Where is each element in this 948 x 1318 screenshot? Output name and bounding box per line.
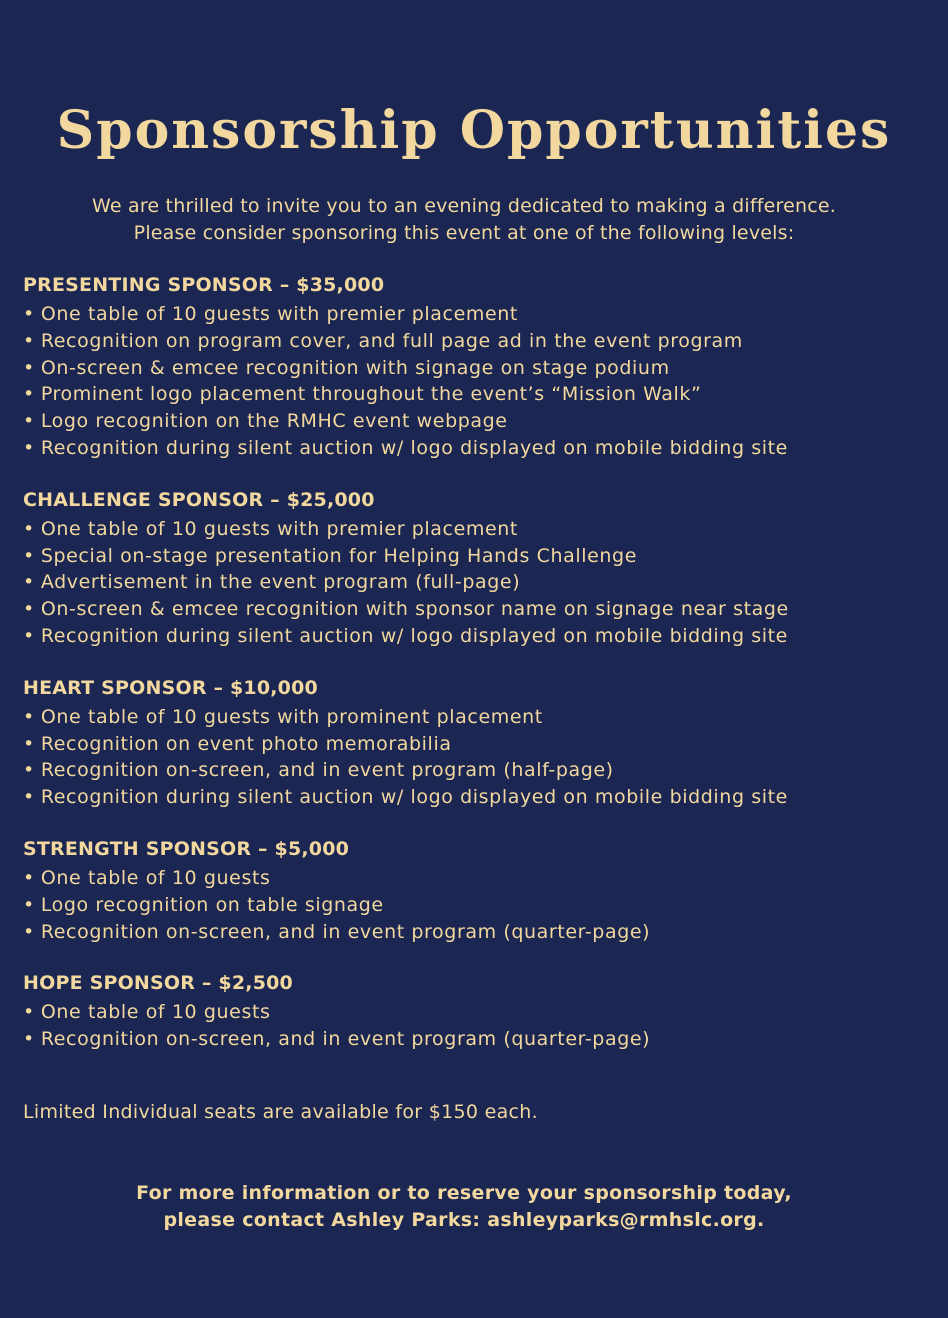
bullet-icon: • — [23, 1001, 35, 1024]
benefit-item — [23, 731, 933, 758]
benefit-item — [23, 408, 933, 435]
benefit-item — [23, 623, 933, 650]
benefit-item — [23, 543, 933, 570]
tier-benefits-list — [23, 516, 933, 650]
benefit-text: Recognition during silent auction w/ logo displayed on mobile bidding site — [40, 624, 788, 647]
benefit-item — [23, 355, 933, 382]
benefit-item — [23, 328, 933, 355]
tier-heading: PRESENTING SPONSOR – $35,000 — [23, 274, 385, 296]
benefit-text: Recognition during silent auction w/ logo displayed on mobile bidding site — [40, 436, 788, 459]
benefit-text: Special on-stage presentation for Helping Hands Challenge — [40, 544, 637, 567]
bullet-icon: • — [23, 732, 35, 755]
bullet-icon: • — [23, 571, 35, 594]
bullet-icon: • — [23, 598, 35, 621]
contact-line-1: For more information or to reserve your sponsorship today, — [136, 1182, 792, 1204]
sponsor-tier — [23, 835, 933, 945]
benefit-text: One table of 10 guests with premier placement — [40, 303, 518, 325]
bullet-icon: • — [23, 356, 35, 379]
bullet-icon: • — [23, 786, 35, 809]
bullet-icon: • — [23, 303, 35, 325]
tier-benefits-list — [23, 999, 933, 1053]
benefit-item — [23, 301, 933, 328]
benefit-item — [23, 865, 933, 892]
bullet-icon: • — [23, 1028, 35, 1051]
benefit-item — [23, 516, 933, 543]
benefit-text: On-screen & emcee recognition with signage on stage podium — [40, 356, 670, 379]
page-title: Sponsorship Opportunities — [56, 100, 892, 161]
bullet-icon: • — [23, 624, 35, 647]
bullet-icon: • — [23, 544, 35, 567]
bullet-icon: • — [23, 410, 35, 433]
tier-benefits-list — [23, 865, 933, 945]
bullet-icon: • — [23, 759, 35, 782]
benefit-text: Recognition on-screen, and in event program (quarter-page) — [40, 920, 651, 943]
benefit-text: Recognition on-screen, and in event program (quarter-page) — [40, 1028, 651, 1051]
sponsor-tier — [23, 486, 933, 650]
tier-heading: HEART SPONSOR – $10,000 — [23, 676, 318, 699]
sponsor-tiers — [23, 271, 933, 1077]
benefit-text: Advertisement in the event program (full-page) — [40, 571, 521, 594]
benefit-text: One table of 10 guests with premier placement — [40, 517, 518, 540]
benefit-text: Logo recognition on the RMHC event webpage — [40, 410, 508, 433]
benefit-item — [23, 999, 933, 1026]
benefit-item — [23, 435, 933, 462]
tier-benefits-list — [23, 301, 933, 462]
benefit-text: One table of 10 guests — [40, 1001, 271, 1024]
contact-info — [0, 1180, 928, 1234]
individual-seats-note: Limited Individual seats are available for $150 each. — [23, 1101, 538, 1123]
bullet-icon: • — [23, 920, 35, 943]
bullet-icon: • — [23, 866, 35, 889]
benefit-text: Logo recognition on table signage — [40, 893, 384, 916]
benefit-text: Prominent logo placement throughout the event’s “Mission Walk” — [40, 383, 702, 406]
bullet-icon: • — [23, 383, 35, 406]
benefit-text: Recognition on program cover, and full page ad in the event program — [40, 329, 743, 352]
benefit-text: On-screen & emcee recognition with sponsor name on signage near stage — [40, 598, 789, 621]
bullet-icon: • — [23, 705, 35, 728]
bullet-icon: • — [23, 436, 35, 459]
benefit-item — [23, 1026, 933, 1053]
benefit-item — [23, 919, 933, 946]
benefit-item — [23, 596, 933, 623]
bullet-icon: • — [23, 517, 35, 540]
tier-heading: CHALLENGE SPONSOR – $25,000 — [23, 488, 375, 511]
benefit-item — [23, 569, 933, 596]
benefit-item — [23, 892, 933, 919]
tier-heading: HOPE SPONSOR – $2,500 — [23, 972, 293, 995]
benefit-text: Recognition on-screen, and in event program (half-page) — [40, 759, 614, 782]
bullet-icon: • — [23, 893, 35, 916]
tier-heading: STRENGTH SPONSOR – $5,000 — [23, 837, 350, 860]
contact-line-2: please contact Ashley Parks: ashleyparks@rmhslc.org. — [163, 1209, 765, 1231]
benefit-item — [23, 704, 933, 731]
sponsor-tier — [23, 969, 933, 1053]
benefit-item — [23, 757, 933, 784]
intro-line-1: We are thrilled to invite you to an evening dedicated to making a difference. — [91, 195, 836, 217]
benefit-item — [23, 381, 933, 408]
tier-benefits-list — [23, 704, 933, 811]
benefit-text: Recognition during silent auction w/ logo displayed on mobile bidding site — [40, 786, 788, 809]
benefit-text: One table of 10 guests with prominent placement — [40, 705, 543, 728]
benefit-text: One table of 10 guests — [40, 866, 271, 889]
bullet-icon: • — [23, 329, 35, 352]
benefit-item — [23, 784, 933, 811]
intro-line-2: Please consider sponsoring this event at one of the following levels: — [133, 222, 795, 244]
sponsor-tier — [23, 674, 933, 811]
sponsor-tier — [23, 271, 933, 462]
intro-text — [0, 193, 928, 247]
benefit-text: Recognition on event photo memorabilia — [40, 732, 452, 755]
